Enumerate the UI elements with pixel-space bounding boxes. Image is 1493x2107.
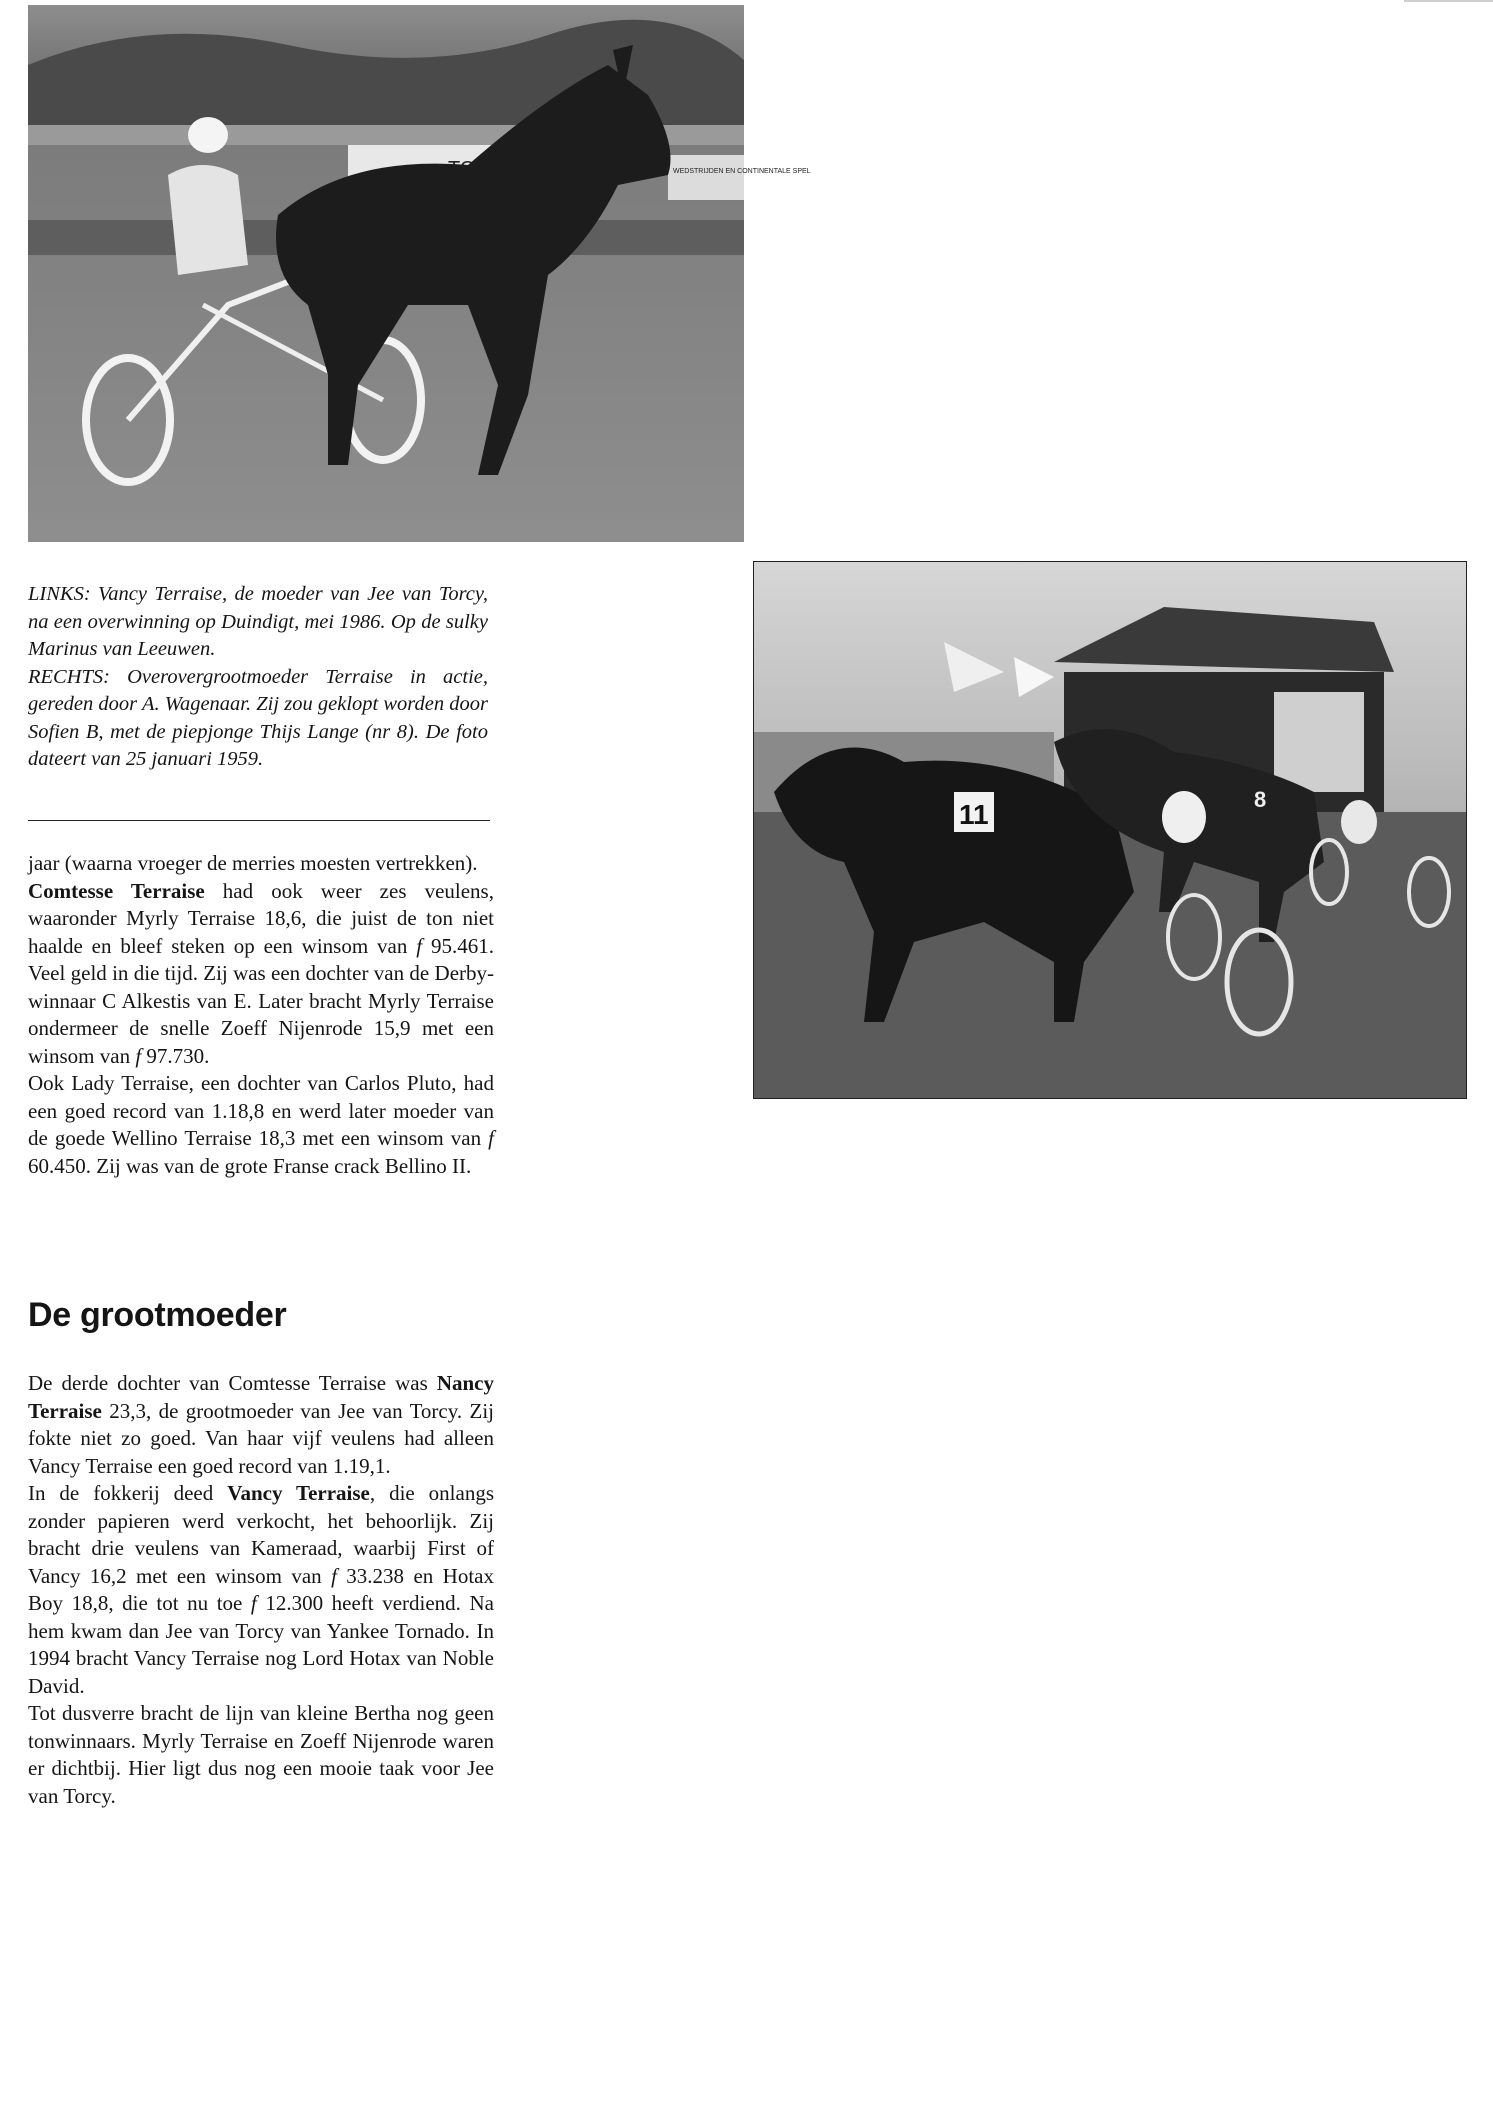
paragraph-conclusion: Tot dusverre bracht de lijn van kleine Bertha nog geen tonwinnaars. Myrly Terraise en Zoeff Nijenrode waren er dichtbij. Hier ligt dus nog een mooie taak voor Jee van Torcy. [28,1701,494,1808]
text-span: 12.300 heeft verdiend. Na hem kwam dan Jee van Torcy van Yankee Tornado. In 1994 bracht Vancy Terraise nog Lord Hotax van Noble David. [28,1591,494,1698]
article-body-2 [28,1370,494,1810]
scan-edge-mark [1404,0,1493,2]
guilder-sign: f [250,1591,257,1615]
text-span: 23,3, de grootmoeder van Jee van Torcy. Zij fokte niet zo goed. Van haar vijf veulens had alleen Vancy Terraise een goed record van 1.19,1. [28,1398,494,1478]
paragraph: jaar (waarna vroeger de merries moesten vertrekken). [28,851,478,875]
text-span: Ook Lady Terraise, een dochter van Carlos Pluto, had een goed record van 1.18,8 en werd later moeder van de goede Wellino Terraise 18,3 met een winsom van [28,1071,494,1150]
caption-left-text: Vancy Terraise, de moeder van Jee van Torcy, na een overwinning op Duindigt, mei 1986. Op de sulky Marinus van Leeuwen. [28,583,488,660]
photo-caption [28,581,488,774]
horse-name-nancy: Nancy Terraise [28,1371,494,1423]
horse-name-vancy: Vancy Terraise [227,1481,370,1505]
caption-right-text: Overovergrootmoeder Terraise in actie, gereden door A. Wagenaar. Zij zou geklopt worden door Sofien B, met de piepjonge Thijs Lange (nr 8). De foto dateert van 25 januari 1959. [28,665,488,770]
text-span: had ook weer zes veulens, waaronder Myrly Terraise 18,6, die juist de ton niet haalde en bleef steken op een winsom van [28,878,494,958]
text-span: In de fokkerij deed [28,1481,228,1505]
race-number-front: 11 [959,799,989,830]
horse-name-comtesse: Comtesse Terraise [28,878,205,903]
photo-terraise-race [753,561,1467,1099]
text-span: 95.461. Veel geld in die tijd. Zij was een dochter van de Derby-winnaar C Alkestis van E. Later bracht Myrly Terraise ondermeer de snelle Zoeff Nijenrode 15,9 met een winsom van [28,933,494,1068]
text-span: De derde dochter van Comtesse Terraise was [28,1371,437,1395]
paragraph-nancy [28,1370,494,1480]
text-span: 60.450. Zij was van de grote Franse crack Bellino II. [28,1153,472,1178]
photo-sign-text-2: WEDSTRIJDEN EN CONTINENTALE SPEL [673,168,811,175]
race-number-back: 8 [1254,787,1267,812]
guilder-sign: f [488,1126,494,1150]
caption-left [28,581,488,664]
text-span: , die onlangs zonder papieren werd verkocht, het behoorlijk. Zij bracht drie veulens van Kameraad, waarbij First of Vancy 16,2 met een winsom van [28,1481,494,1588]
section-heading: De grootmoeder [28,1296,287,1334]
guilder-sign: f [416,933,423,958]
caption-divider [28,820,490,821]
photo-vancy-terraise [28,5,811,542]
caption-right-label: RECHTS: [28,665,110,688]
paragraph-lady [28,1070,494,1180]
text-span: 33.238 en Hotax Boy 18,8, die tot nu toe [28,1563,494,1615]
article-body-1 [28,850,494,1180]
text-span: 97.730. [141,1043,210,1068]
caption-right [28,664,488,774]
guilder-sign: f [331,1563,337,1588]
paragraph-vancy [28,1480,494,1700]
paragraph-comtesse [28,878,494,1071]
guilder-sign: f [135,1043,142,1068]
caption-left-label: LINKS: [28,583,91,605]
